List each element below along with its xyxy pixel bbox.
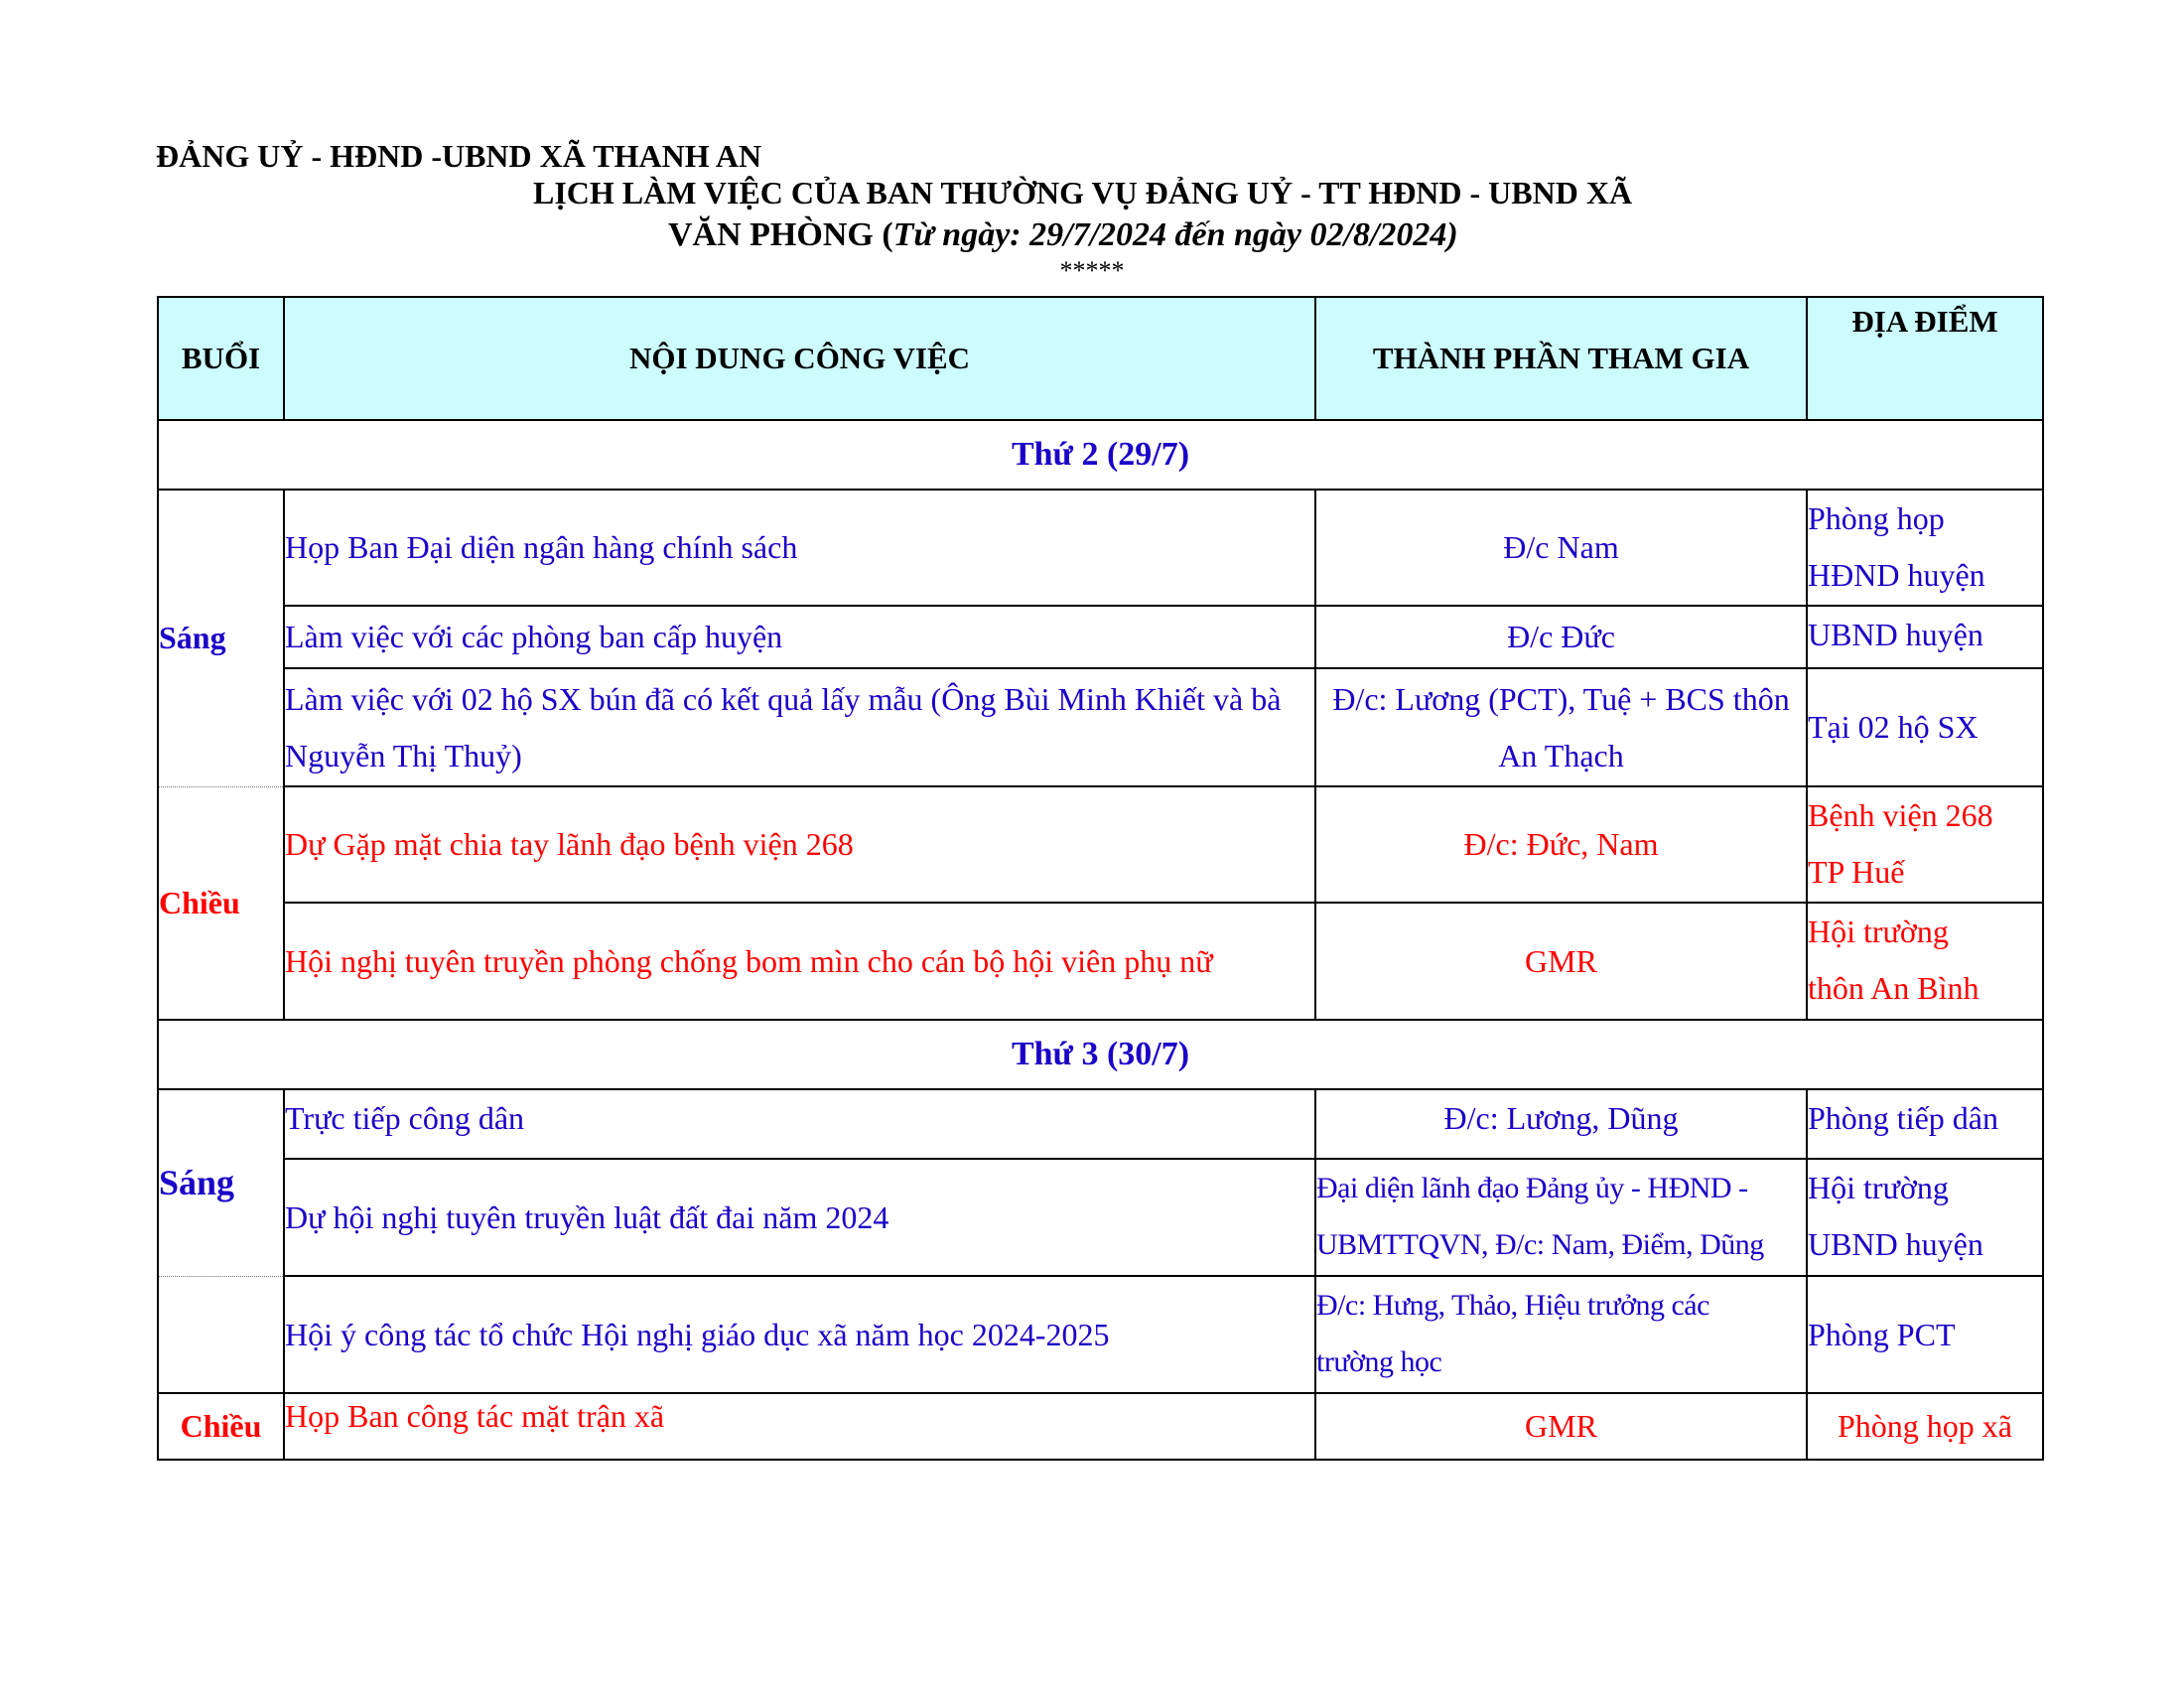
title-line-2 [668,216,1458,254]
participants-cell: Đ/c: Lương, Dũng [1315,1089,1807,1159]
location-cell: Phòng tiếp dân [1807,1089,2043,1159]
location-cell: Tại 02 hộ SX [1807,668,2043,786]
table-row [158,1159,2043,1276]
participants-cell [1315,1159,1807,1276]
session-label-empty [158,1276,284,1393]
location-line: UBND huyện [1808,1226,1983,1262]
participants-cell: Đ/c: Đức, Nam [1315,786,1807,903]
location-line: Phòng họp [1808,500,1945,536]
location-cell [1807,490,2043,606]
participants-cell [1315,1276,1807,1393]
table-header-row [158,297,2043,420]
participants-cell: Đ/c Đức [1315,606,1807,668]
day-label: Thứ 3 (30/7) [158,1020,2043,1089]
table-row [158,786,2043,903]
participants-line: UBMTTQVN, Đ/c: Nam, Điểm, Dũng [1316,1228,1764,1261]
column-header-content: NỘI DUNG CÔNG VIỆC [284,297,1315,420]
participants-line: Đại diện lãnh đạo Đảng ủy - HĐND - [1316,1172,1748,1204]
location-line: Bệnh viện 268 [1808,797,1993,833]
content-cell: Dự Gặp mặt chia tay lãnh đạo bệnh viện 268 [284,786,1315,903]
session-label: Sáng [158,490,284,786]
column-header-session: BUỔI [158,297,284,420]
organization-name: ĐẢNG UỶ - HĐND -UBND XÃ THANH AN [156,138,762,174]
title-office: VĂN PHÒNG ( [668,216,893,253]
participants-line: trường học [1316,1345,1442,1378]
day-row [158,420,2043,490]
content-cell: Hội ý công tác tổ chức Hội nghị giáo dục xã năm học 2024-2025 [284,1276,1315,1393]
content-cell: Làm việc với các phòng ban cấp huyện [284,606,1315,668]
location-line: Hội trường [1808,1170,1949,1205]
day-row [158,1020,2043,1089]
table-row [158,1393,2043,1460]
location-cell [1807,1159,2043,1276]
title-date-range: Từ ngày: 29/7/2024 đến ngày 02/8/2024) [892,216,1458,253]
location-line: HĐND huyện [1808,557,1985,593]
location-cell [1807,606,2043,668]
table-row [158,1089,2043,1159]
location-line: UBND huyện [1808,617,1983,652]
table-row [158,668,2043,786]
content-cell: Làm việc với 02 hộ SX bún đã có kết quả lấy mẫu (Ông Bùi Minh Khiết và bà Nguyễn Thị Thuỷ) [284,668,1315,786]
content-cell: Họp Ban Đại diện ngân hàng chính sách [284,490,1315,606]
location-cell: Phòng họp xã [1807,1393,2043,1460]
location-cell [1807,903,2043,1020]
session-label: Chiều [158,1393,284,1460]
table-row [158,490,2043,606]
participants-line: Đ/c: Hưng, Thảo, Hiệu trưởng các [1316,1289,1709,1322]
content-cell: Hội nghị tuyên truyền phòng chống bom mìn cho cán bộ hội viên phụ nữ [284,903,1315,1020]
participants-cell: GMR [1315,1393,1807,1460]
separator-stars: ***** [1059,256,1125,285]
participants-cell: Đ/c: Lương (PCT), Tuệ + BCS thôn An Thạch [1315,668,1807,786]
schedule-table [157,296,2044,1461]
day-label: Thứ 2 (29/7) [158,420,2043,490]
content-cell: Trực tiếp công dân [284,1089,1315,1159]
column-header-participants: THÀNH PHẦN THAM GIA [1315,297,1807,420]
content-cell: Dự hội nghị tuyên truyền luật đất đai năm 2024 [284,1159,1315,1276]
participants-cell: GMR [1315,903,1807,1020]
content-cell: Họp Ban công tác mặt trận xã [284,1393,1315,1460]
session-label: Chiều [158,786,284,1020]
table-row [158,903,2043,1020]
title-line-1: LỊCH LÀM VIỆC CỦA BAN THƯỜNG VỤ ĐẢNG UỶ - TT HĐND - UBND XÃ [533,175,1633,211]
location-cell [1807,786,2043,903]
participants-cell: Đ/c Nam [1315,490,1807,606]
location-cell: Phòng PCT [1807,1276,2043,1393]
location-line: Hội trường [1808,914,1949,949]
location-line: TP Huế [1808,854,1905,890]
column-header-location: ĐỊA ĐIỂM [1807,297,2043,420]
table-row [158,1276,2043,1393]
location-line: thôn An Bình [1808,970,1979,1006]
table-row [158,606,2043,668]
session-label: Sáng [158,1089,284,1276]
